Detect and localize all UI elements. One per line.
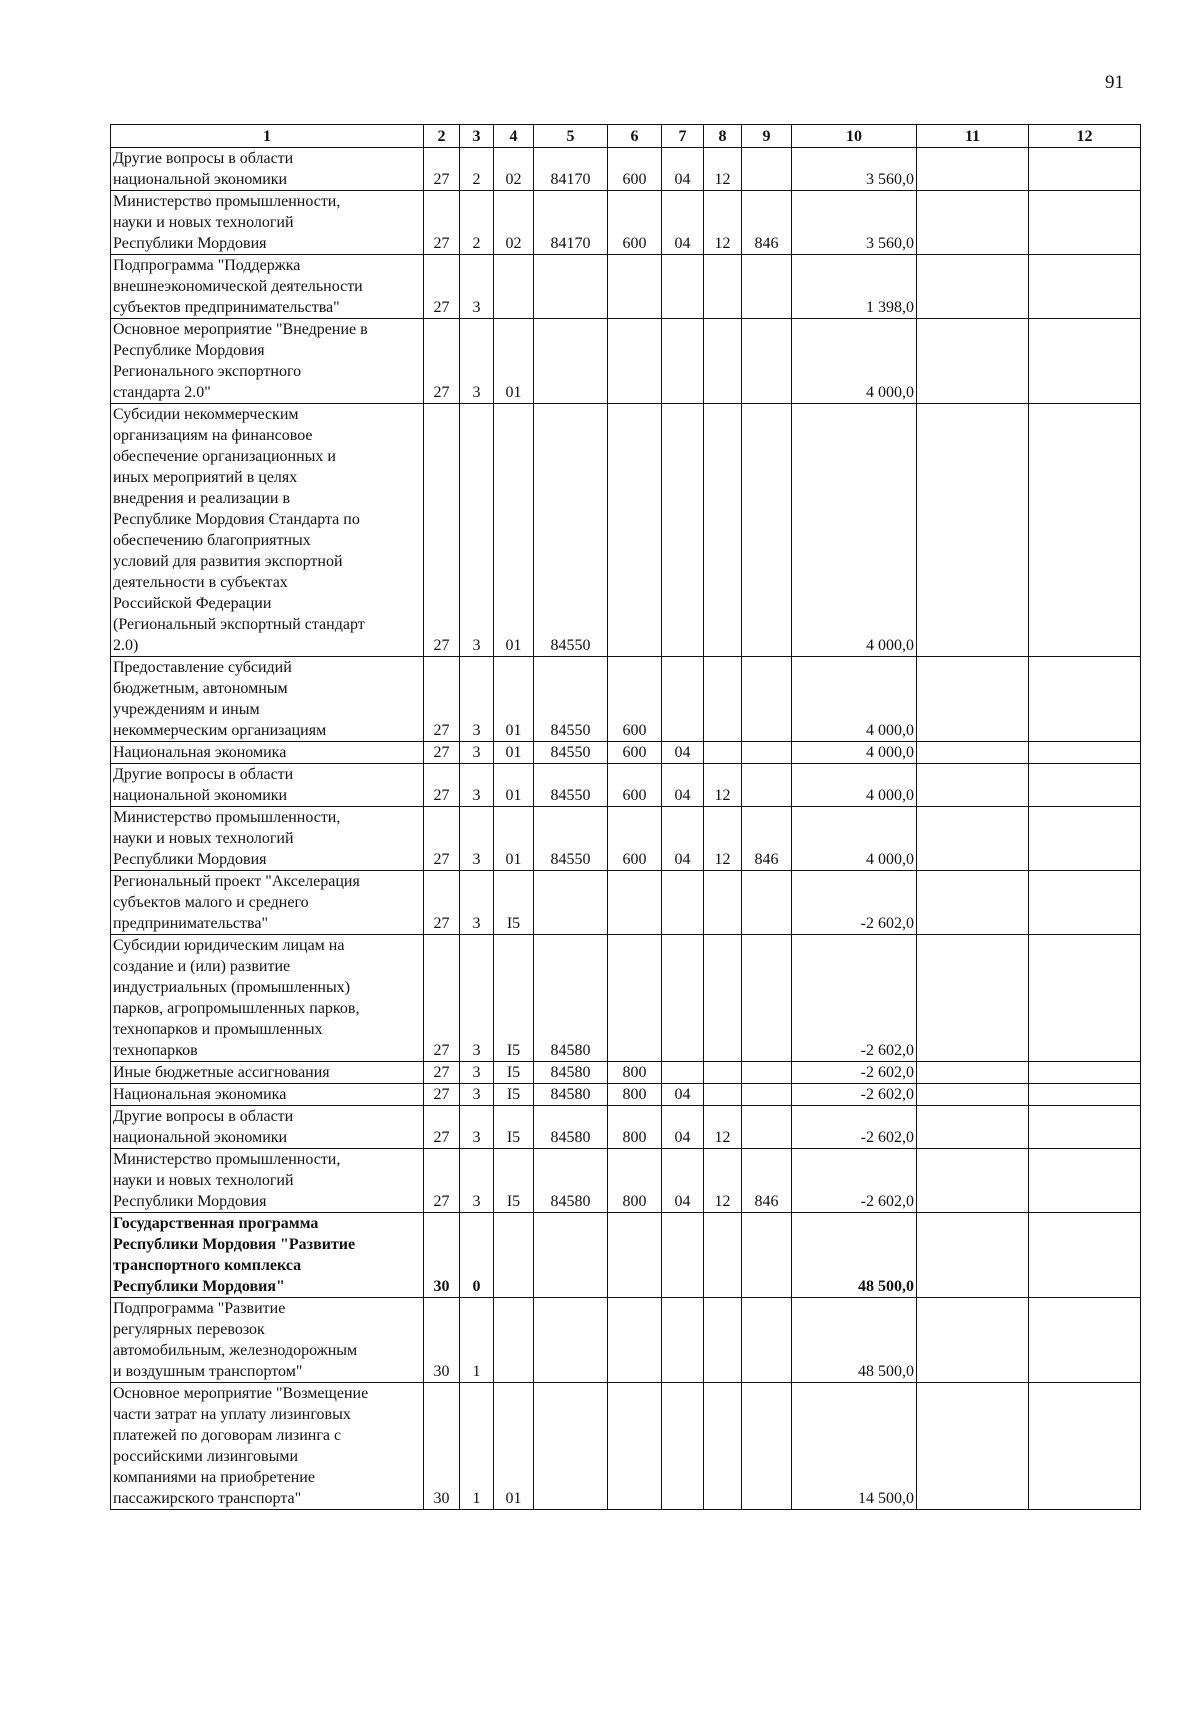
code-section: 04: [662, 1149, 704, 1213]
code-program: 30: [424, 1383, 460, 1510]
row-name: Министерство промышленности, науки и новых технологий Республики Мордовия: [111, 1149, 424, 1213]
row-name: Другие вопросы в области национальной экономики: [111, 148, 424, 191]
code-event: 02: [494, 148, 534, 191]
code-expense-type: [608, 404, 662, 657]
col-12: [1029, 319, 1141, 404]
row-name: Министерство промышленности, науки и новых технологий Республики Мордовия: [111, 191, 424, 255]
col-12: [1029, 657, 1141, 742]
code-event: I5: [494, 871, 534, 935]
code-ministry: [742, 871, 792, 935]
code-subprogram: 3: [460, 742, 494, 764]
code-event: 01: [494, 742, 534, 764]
code-subprogram: 2: [460, 148, 494, 191]
code-subprogram: 3: [460, 871, 494, 935]
table-row: [111, 1383, 1141, 1510]
col-11: [917, 1084, 1029, 1106]
row-name: Иные бюджетные ассигнования: [111, 1062, 424, 1084]
code-section: [662, 1213, 704, 1298]
code-subsection: [704, 742, 742, 764]
amount: 4 000,0: [792, 657, 917, 742]
code-direction: 84170: [534, 191, 608, 255]
code-direction: [534, 319, 608, 404]
code-event: 01: [494, 764, 534, 807]
table-row: [111, 871, 1141, 935]
column-header-4: 4: [494, 125, 534, 148]
table-row: [111, 1149, 1141, 1213]
code-ministry: [742, 657, 792, 742]
code-section: 04: [662, 742, 704, 764]
col-12: [1029, 404, 1141, 657]
code-direction: 84580: [534, 935, 608, 1062]
code-expense-type: [608, 1298, 662, 1383]
code-section: [662, 1383, 704, 1510]
amount: -2 602,0: [792, 1084, 917, 1106]
table-body: [111, 148, 1141, 1510]
amount: 48 500,0: [792, 1213, 917, 1298]
code-subsection: [704, 1084, 742, 1106]
col-12: [1029, 1213, 1141, 1298]
code-ministry: [742, 1383, 792, 1510]
col-11: [917, 1213, 1029, 1298]
col-12: [1029, 1062, 1141, 1084]
col-11: [917, 1383, 1029, 1510]
code-direction: 84580: [534, 1084, 608, 1106]
amount: 3 560,0: [792, 191, 917, 255]
col-12: [1029, 1298, 1141, 1383]
col-11: [917, 191, 1029, 255]
code-subprogram: 3: [460, 255, 494, 319]
col-12: [1029, 1084, 1141, 1106]
code-subprogram: 3: [460, 935, 494, 1062]
col-11: [917, 1062, 1029, 1084]
col-11: [917, 871, 1029, 935]
code-ministry: 846: [742, 807, 792, 871]
column-header-6: 6: [608, 125, 662, 148]
code-ministry: [742, 742, 792, 764]
row-name: Национальная экономика: [111, 742, 424, 764]
row-name: Другие вопросы в области национальной экономики: [111, 764, 424, 807]
code-expense-type: 800: [608, 1084, 662, 1106]
code-subsection: [704, 657, 742, 742]
code-subsection: [704, 1062, 742, 1084]
code-program: 27: [424, 764, 460, 807]
code-event: [494, 1298, 534, 1383]
code-section: [662, 319, 704, 404]
row-name: Национальная экономика: [111, 1084, 424, 1106]
row-name: Региональный проект "Акселерация субъектов малого и среднего предпринимательства": [111, 871, 424, 935]
col-12: [1029, 742, 1141, 764]
code-expense-type: 800: [608, 1062, 662, 1084]
table-row: [111, 1106, 1141, 1149]
code-program: 27: [424, 1084, 460, 1106]
code-expense-type: 600: [608, 764, 662, 807]
code-event: 01: [494, 404, 534, 657]
amount: 1 398,0: [792, 255, 917, 319]
col-12: [1029, 871, 1141, 935]
code-section: [662, 871, 704, 935]
row-name: Государственная программа Республики Мордовия "Развитие транспортного комплекса Республики Мордовия": [111, 1213, 424, 1298]
code-event: [494, 1213, 534, 1298]
column-header-1: 1: [111, 125, 424, 148]
code-event: 01: [494, 807, 534, 871]
code-subprogram: 2: [460, 191, 494, 255]
col-12: [1029, 255, 1141, 319]
code-subsection: [704, 319, 742, 404]
code-expense-type: [608, 871, 662, 935]
code-direction: 84550: [534, 404, 608, 657]
code-expense-type: [608, 1213, 662, 1298]
code-program: 27: [424, 404, 460, 657]
col-11: [917, 807, 1029, 871]
row-name: Основное мероприятие "Внедрение в Республике Мордовия Регионального экспортного стандарта 2.0": [111, 319, 424, 404]
amount: -2 602,0: [792, 1062, 917, 1084]
code-expense-type: 600: [608, 148, 662, 191]
col-11: [917, 319, 1029, 404]
code-program: 27: [424, 657, 460, 742]
code-subprogram: 3: [460, 1062, 494, 1084]
col-12: [1029, 191, 1141, 255]
code-program: 27: [424, 148, 460, 191]
table-row: [111, 255, 1141, 319]
code-program: 27: [424, 807, 460, 871]
code-subprogram: 3: [460, 1106, 494, 1149]
code-section: [662, 404, 704, 657]
code-program: 30: [424, 1298, 460, 1383]
code-event: I5: [494, 1084, 534, 1106]
code-expense-type: [608, 255, 662, 319]
code-subprogram: 3: [460, 1149, 494, 1213]
code-subprogram: 3: [460, 404, 494, 657]
amount: 3 560,0: [792, 148, 917, 191]
col-11: [917, 404, 1029, 657]
code-subprogram: 3: [460, 1084, 494, 1106]
table-row: [111, 657, 1141, 742]
code-section: [662, 935, 704, 1062]
code-direction: 84170: [534, 148, 608, 191]
col-11: [917, 255, 1029, 319]
code-program: 27: [424, 191, 460, 255]
code-subsection: [704, 255, 742, 319]
code-subsection: [704, 1383, 742, 1510]
row-name: Министерство промышленности, науки и новых технологий Республики Мордовия: [111, 807, 424, 871]
amount: 48 500,0: [792, 1298, 917, 1383]
code-ministry: [742, 148, 792, 191]
code-direction: [534, 255, 608, 319]
code-ministry: [742, 764, 792, 807]
code-subsection: [704, 404, 742, 657]
col-11: [917, 1106, 1029, 1149]
code-program: 27: [424, 871, 460, 935]
header-row: [111, 125, 1141, 148]
row-name: Подпрограмма "Развитие регулярных перевозок автомобильным, железнодорожным и воздушным транспортом": [111, 1298, 424, 1383]
code-expense-type: [608, 319, 662, 404]
code-subsection: 12: [704, 191, 742, 255]
amount: 4 000,0: [792, 807, 917, 871]
col-11: [917, 657, 1029, 742]
col-12: [1029, 764, 1141, 807]
amount: 4 000,0: [792, 319, 917, 404]
code-subprogram: 3: [460, 764, 494, 807]
row-name: Подпрограмма "Поддержка внешнеэкономической деятельности субъектов предпринимательства": [111, 255, 424, 319]
code-ministry: 846: [742, 1149, 792, 1213]
code-event: 01: [494, 319, 534, 404]
code-section: [662, 657, 704, 742]
table-row: [111, 1062, 1141, 1084]
code-program: 30: [424, 1213, 460, 1298]
column-header-11: 11: [917, 125, 1029, 148]
row-name: Другие вопросы в области национальной экономики: [111, 1106, 424, 1149]
code-expense-type: 600: [608, 657, 662, 742]
code-ministry: [742, 935, 792, 1062]
column-header-8: 8: [704, 125, 742, 148]
col-11: [917, 1298, 1029, 1383]
row-name: Основное мероприятие "Возмещение части затрат на уплату лизинговых платежей по договорам лизинга с российскими лизинговыми компаниями на приобретение пассажирского транспорта": [111, 1383, 424, 1510]
col-11: [917, 742, 1029, 764]
code-direction: [534, 1298, 608, 1383]
code-event: 01: [494, 657, 534, 742]
code-direction: [534, 1213, 608, 1298]
code-expense-type: 600: [608, 191, 662, 255]
table-row: [111, 1298, 1141, 1383]
code-ministry: [742, 1084, 792, 1106]
col-11: [917, 148, 1029, 191]
code-subsection: [704, 1213, 742, 1298]
code-ministry: [742, 1213, 792, 1298]
col-12: [1029, 148, 1141, 191]
code-section: 04: [662, 764, 704, 807]
amount: -2 602,0: [792, 1149, 917, 1213]
code-event: I5: [494, 1106, 534, 1149]
code-event: 01: [494, 1383, 534, 1510]
code-direction: 84550: [534, 764, 608, 807]
amount: -2 602,0: [792, 1106, 917, 1149]
col-12: [1029, 935, 1141, 1062]
row-name: Предоставление субсидий бюджетным, автономным учреждениям и иным некоммерческим организациям: [111, 657, 424, 742]
code-section: [662, 1062, 704, 1084]
code-ministry: [742, 255, 792, 319]
amount: 4 000,0: [792, 764, 917, 807]
code-direction: 84580: [534, 1106, 608, 1149]
code-ministry: [742, 1106, 792, 1149]
table-row: [111, 1084, 1141, 1106]
code-section: [662, 1298, 704, 1383]
col-11: [917, 935, 1029, 1062]
col-12: [1029, 1106, 1141, 1149]
table-row: [111, 1213, 1141, 1298]
code-program: 27: [424, 742, 460, 764]
code-direction: 84550: [534, 807, 608, 871]
table-row: [111, 742, 1141, 764]
amount: 4 000,0: [792, 742, 917, 764]
col-12: [1029, 1149, 1141, 1213]
code-subprogram: 1: [460, 1298, 494, 1383]
column-header-9: 9: [742, 125, 792, 148]
code-expense-type: 600: [608, 807, 662, 871]
col-12: [1029, 1383, 1141, 1510]
code-expense-type: [608, 935, 662, 1062]
budget-table: [110, 124, 1141, 1510]
code-subsection: 12: [704, 1106, 742, 1149]
code-expense-type: [608, 1383, 662, 1510]
amount: -2 602,0: [792, 935, 917, 1062]
code-subprogram: 0: [460, 1213, 494, 1298]
code-event: 02: [494, 191, 534, 255]
table-row: [111, 807, 1141, 871]
code-subsection: 12: [704, 1149, 742, 1213]
code-expense-type: 800: [608, 1106, 662, 1149]
table-row: [111, 148, 1141, 191]
code-direction: [534, 871, 608, 935]
page-number: 91: [1105, 72, 1124, 93]
code-ministry: [742, 319, 792, 404]
code-subprogram: 1: [460, 1383, 494, 1510]
table-row: [111, 319, 1141, 404]
code-direction: 84550: [534, 657, 608, 742]
code-ministry: [742, 1298, 792, 1383]
code-subsection: [704, 935, 742, 1062]
code-subsection: 12: [704, 148, 742, 191]
code-direction: 84580: [534, 1149, 608, 1213]
amount: 4 000,0: [792, 404, 917, 657]
row-name: Субсидии некоммерческим организациям на финансовое обеспечение организационных и иных мероприятий в целях внедрения и реализации в Республике Мордовия Стандарта по обеспечению благоприятных условий для развития экспортной деятельности в субъектах Российской Федерации (Региональный экспортный стандарт 2.0): [111, 404, 424, 657]
code-subsection: 12: [704, 764, 742, 807]
code-section: 04: [662, 191, 704, 255]
column-header-7: 7: [662, 125, 704, 148]
table-row: [111, 935, 1141, 1062]
code-section: 04: [662, 148, 704, 191]
code-section: 04: [662, 1084, 704, 1106]
column-header-5: 5: [534, 125, 608, 148]
code-direction: [534, 1383, 608, 1510]
col-11: [917, 764, 1029, 807]
code-subprogram: 3: [460, 807, 494, 871]
code-subsection: [704, 1298, 742, 1383]
code-subsection: [704, 871, 742, 935]
code-section: [662, 255, 704, 319]
code-event: I5: [494, 935, 534, 1062]
code-direction: 84580: [534, 1062, 608, 1084]
table-row: [111, 191, 1141, 255]
code-section: 04: [662, 1106, 704, 1149]
code-ministry: [742, 404, 792, 657]
column-header-2: 2: [424, 125, 460, 148]
code-direction: 84550: [534, 742, 608, 764]
column-header-10: 10: [792, 125, 917, 148]
code-program: 27: [424, 935, 460, 1062]
amount: 14 500,0: [792, 1383, 917, 1510]
code-expense-type: 800: [608, 1149, 662, 1213]
code-event: [494, 255, 534, 319]
col-11: [917, 1149, 1029, 1213]
row-name: Субсидии юридическим лицам на создание и (или) развитие индустриальных (промышленных) парков, агропромышленных парков, технопарков и промышленных технопарков: [111, 935, 424, 1062]
amount: -2 602,0: [792, 871, 917, 935]
code-program: 27: [424, 1062, 460, 1084]
code-event: I5: [494, 1062, 534, 1084]
code-subprogram: 3: [460, 319, 494, 404]
table-row: [111, 764, 1141, 807]
code-program: 27: [424, 319, 460, 404]
code-event: I5: [494, 1149, 534, 1213]
code-subsection: 12: [704, 807, 742, 871]
code-program: 27: [424, 255, 460, 319]
col-12: [1029, 807, 1141, 871]
code-program: 27: [424, 1106, 460, 1149]
code-program: 27: [424, 1149, 460, 1213]
column-header-12: 12: [1029, 125, 1141, 148]
table-row: [111, 404, 1141, 657]
code-section: 04: [662, 807, 704, 871]
code-ministry: 846: [742, 191, 792, 255]
code-subprogram: 3: [460, 657, 494, 742]
column-header-3: 3: [460, 125, 494, 148]
code-expense-type: 600: [608, 742, 662, 764]
code-ministry: [742, 1062, 792, 1084]
